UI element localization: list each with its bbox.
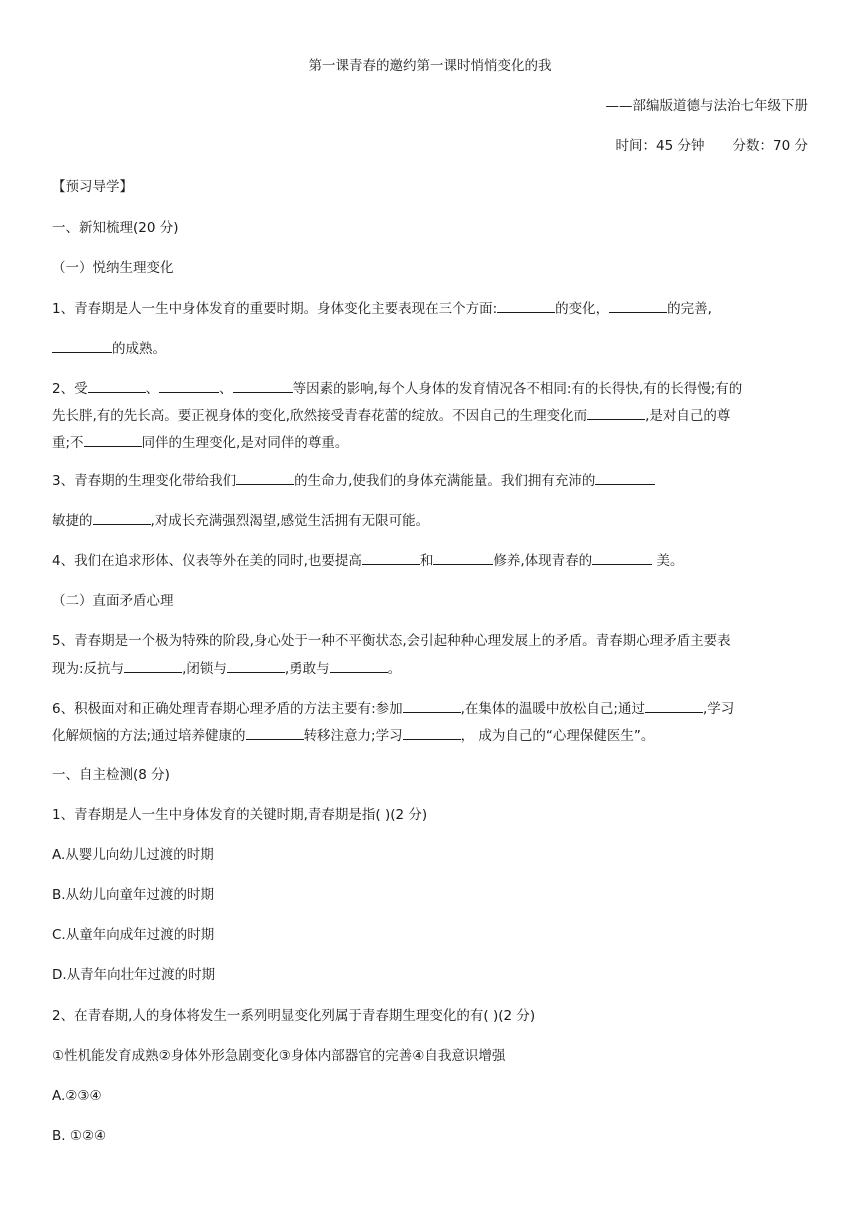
answer-blank[interactable]	[93, 510, 151, 525]
time-label: 时间：45 分钟	[615, 138, 705, 154]
question-2-line-3: 重;不 同伴的生理变化,是对同伴的尊重。	[52, 432, 348, 453]
choice-option[interactable]: A.②③④	[52, 1088, 102, 1104]
question-4: 4、我们在追求形体、仪表等外在美的同时,也要提高 和 修养,体现青春的 美。	[52, 550, 683, 571]
answer-blank[interactable]	[227, 658, 285, 673]
answer-blank[interactable]	[88, 378, 146, 393]
choice-question-1-stem: 1、青春期是人一生中身体发育的关键时期,青春期是指( )(2 分)	[52, 807, 428, 823]
answer-blank[interactable]	[246, 725, 304, 740]
answer-blank[interactable]	[362, 550, 420, 565]
section-heading-1: 一、新知梳理(20 分)	[52, 220, 179, 236]
answer-blank[interactable]	[645, 698, 703, 713]
choice-option[interactable]: C.从童年向成年过渡的时期	[52, 927, 215, 943]
choice-option[interactable]: A.从婴儿向幼儿过渡的时期	[52, 847, 214, 863]
answer-blank[interactable]	[236, 470, 294, 485]
answer-blank[interactable]	[592, 550, 652, 565]
choice-question-2-stem: 2、在青春期,人的身体将发生一系列明显变化列属于青春期生理变化的有( )(2 分)	[52, 1008, 536, 1024]
score-label: 分数：70 分	[732, 138, 808, 154]
question-6-line-2: 化解烦恼的方法;通过培养健康的 转移注意力;学习 ， 成为自己的“心理保健医生”。	[52, 725, 654, 746]
answer-blank[interactable]	[84, 432, 142, 447]
answer-blank[interactable]	[403, 725, 461, 740]
question-2-line-2: 先长胖,有的先长高。要正视身体的变化,欣然接受青春花蕾的绽放。不因自己的生理变化而 ,是对自己的尊	[52, 405, 730, 426]
page-title: 第一课青春的邀约第一课时悄悄变化的我	[308, 58, 552, 74]
answer-blank[interactable]	[609, 298, 667, 313]
answer-blank[interactable]	[233, 378, 293, 393]
choice-option[interactable]: D.从青年向壮年过渡的时期	[52, 967, 216, 983]
subsection-heading-1: （一）悦纳生理变化	[52, 260, 174, 276]
answer-blank[interactable]	[587, 405, 645, 420]
question-1-line-2: 的成熟。	[52, 338, 166, 359]
answer-blank[interactable]	[433, 550, 493, 565]
page-subtitle: ——部编版道德与法治七年级下册	[605, 98, 808, 114]
question-6-line-1: 6、积极面对和正确处理青春期心理矛盾的方法主要有:参加 ,在集体的温暖中放松自己;通过 ,学习	[52, 698, 734, 719]
question-1-line-1: 1、青春期是人一生中身体发育的重要时期。身体变化主要表现在三个方面: 的变化， 的完善,	[52, 298, 712, 319]
section-preview: 【预习导学】	[52, 179, 133, 195]
choice-option[interactable]: B.从幼儿向童年过渡的时期	[52, 887, 215, 903]
subsection-heading-2: （二）直面矛盾心理	[52, 593, 174, 609]
answer-blank[interactable]	[159, 378, 219, 393]
choice-option[interactable]: B. ①②④	[52, 1128, 107, 1144]
answer-blank[interactable]	[497, 298, 555, 313]
question-2-line-1: 2、受 、 、 等因素的影响,每个人身体的发育情况各不相同:有的长得快,有的长得慢;有的	[52, 378, 742, 399]
question-3-line-2: 敏捷的 ,对成长充满强烈渴望,感觉生活拥有无限可能。	[52, 510, 429, 531]
answer-blank[interactable]	[52, 338, 112, 353]
choice-question-2-statements: ①性机能发育成熟②身体外形急剧变化③身体内部器官的完善④自我意识增强	[52, 1048, 506, 1064]
answer-blank[interactable]	[330, 658, 388, 673]
question-5-line-1: 5、青春期是一个极为特殊的阶段,身心处于一种不平衡状态,会引起种种心理发展上的矛盾。青春期心理矛盾主要表	[52, 633, 731, 649]
question-5-line-2: 现为:反抗与 ,闭锁与 ,勇敢与 。	[52, 658, 401, 679]
answer-blank[interactable]	[124, 658, 182, 673]
answer-blank[interactable]	[403, 698, 461, 713]
answer-blank[interactable]	[595, 470, 655, 485]
question-3-line-1: 3、青春期的生理变化带给我们 的生命力,使我们的身体充满能量。我们拥有充沛的	[52, 470, 655, 491]
time-score-line	[616, 136, 808, 156]
section-heading-2: 一、自主检测(8 分)	[52, 767, 170, 783]
